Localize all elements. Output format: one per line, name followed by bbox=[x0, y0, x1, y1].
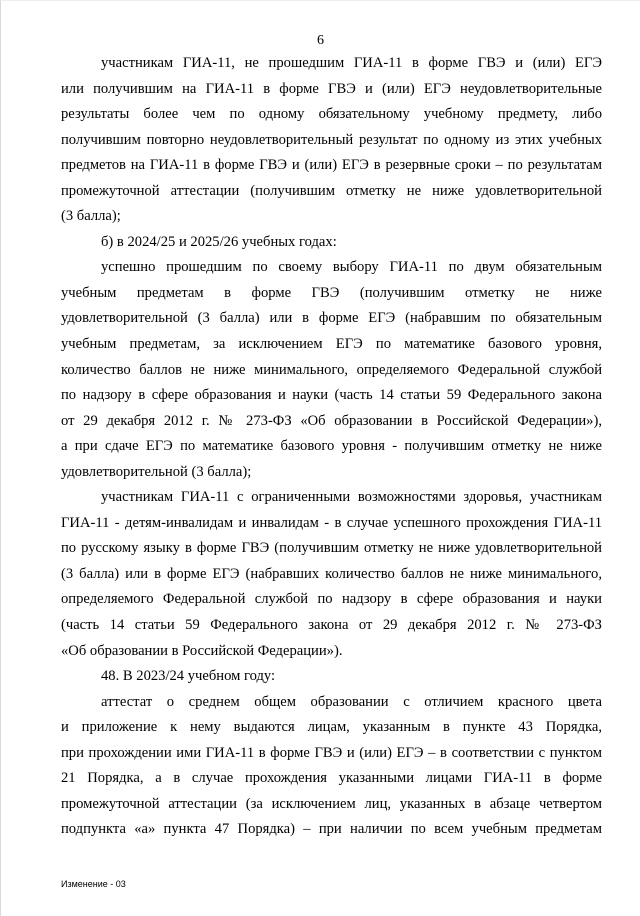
text-line: предметов на ГИА-11 в форме ГВЭ и (или) ЕГЭ в резервные сроки – по результатам bbox=[61, 157, 602, 174]
text-line: или получившим на ГИА-11 в форме ГВЭ и (или) ЕГЭ неудовлетворительные bbox=[61, 80, 602, 97]
text-line: промежуточной аттестации (за исключением лиц, указанных в абзаце четвертом bbox=[61, 795, 602, 812]
text-line: (3 балла) или в форме ЕГЭ (набравших количество баллов не ниже минимального, bbox=[61, 565, 602, 582]
text-line: «Об образовании в Российской Федерации»). bbox=[61, 642, 343, 659]
text-line: учебным предметам, за исключением ЕГЭ по математике базового уровня, bbox=[61, 336, 602, 353]
text-line: б) в 2024/25 и 2025/26 учебных годах: bbox=[101, 233, 337, 250]
text-line: удовлетворительной (3 балла) или в форме ЕГЭ (набравшим по обязательным bbox=[61, 310, 602, 327]
document-body bbox=[61, 51, 602, 843]
revision-footer: Изменение - 03 bbox=[61, 879, 126, 889]
text-line: (3 балла); bbox=[61, 208, 121, 225]
text-line: а при сдаче ЕГЭ по математике базового уровня - получившим отметку не ниже bbox=[61, 438, 602, 455]
page-number: 6 bbox=[317, 33, 324, 48]
text-line: учебным предметам в форме ГВЭ (получившим отметку не ниже bbox=[61, 284, 602, 301]
text-line: по русскому языку в форме ГВЭ (получившим отметку не ниже удовлетворительной bbox=[61, 540, 602, 557]
text-line: успешно прошедшим по своему выбору ГИА-11 по двум обязательным bbox=[101, 259, 602, 276]
text-line: получившим повторно неудовлетворительный результат по одному из этих учебных bbox=[61, 131, 602, 148]
text-line: аттестат о среднем общем образовании с отличием красного цвета bbox=[101, 693, 602, 710]
text-line: и приложение к нему выдаются лицам, указанным в пункте 43 Порядка, bbox=[61, 719, 602, 736]
text-line: участникам ГИА-11, не прошедшим ГИА-11 в форме ГВЭ и (или) ЕГЭ bbox=[101, 55, 602, 71]
text-line: определяемого Федеральной службой по надзору в сфере образования и науки bbox=[61, 591, 602, 608]
text-line: подпункта «а» пункта 47 Порядка) – при наличии по всем учебным предметам bbox=[61, 821, 602, 838]
text-line: участникам ГИА-11 с ограниченными возможностями здоровья, участникам bbox=[101, 489, 602, 506]
text-line: количество баллов не ниже минимального, определяемого Федеральной службой bbox=[61, 361, 602, 378]
text-line: результаты более чем по одному обязательному учебному предмету, либо bbox=[61, 106, 602, 123]
text-line: ГИА-11 - детям-инвалидам и инвалидам - в случае успешного прохождения ГИА-11 bbox=[61, 514, 602, 531]
text-line: (часть 14 статьи 59 Федерального закона от 29 декабря 2012 г. № 273-ФЗ bbox=[61, 617, 602, 634]
text-line: 48. В 2023/24 учебном году: bbox=[101, 668, 276, 685]
text-line: удовлетворительной (3 балла); bbox=[61, 463, 252, 480]
text-line: 21 Порядка, а в случае прохождения указанными лицами ГИА-11 в форме bbox=[61, 770, 602, 787]
text-line: при прохождении ими ГИА-11 в форме ГВЭ и (или) ЕГЭ – в соответствии с пунктом bbox=[61, 744, 602, 761]
text-line: промежуточной аттестации (получившим отметку не ниже удовлетворительной bbox=[61, 182, 602, 199]
text-line: по надзору в сфере образования и науки (часть 14 статьи 59 Федерального закона bbox=[61, 387, 602, 404]
text-line: от 29 декабря 2012 г. № 273-ФЗ «Об образовании в Российской Федерации»), bbox=[61, 412, 602, 429]
